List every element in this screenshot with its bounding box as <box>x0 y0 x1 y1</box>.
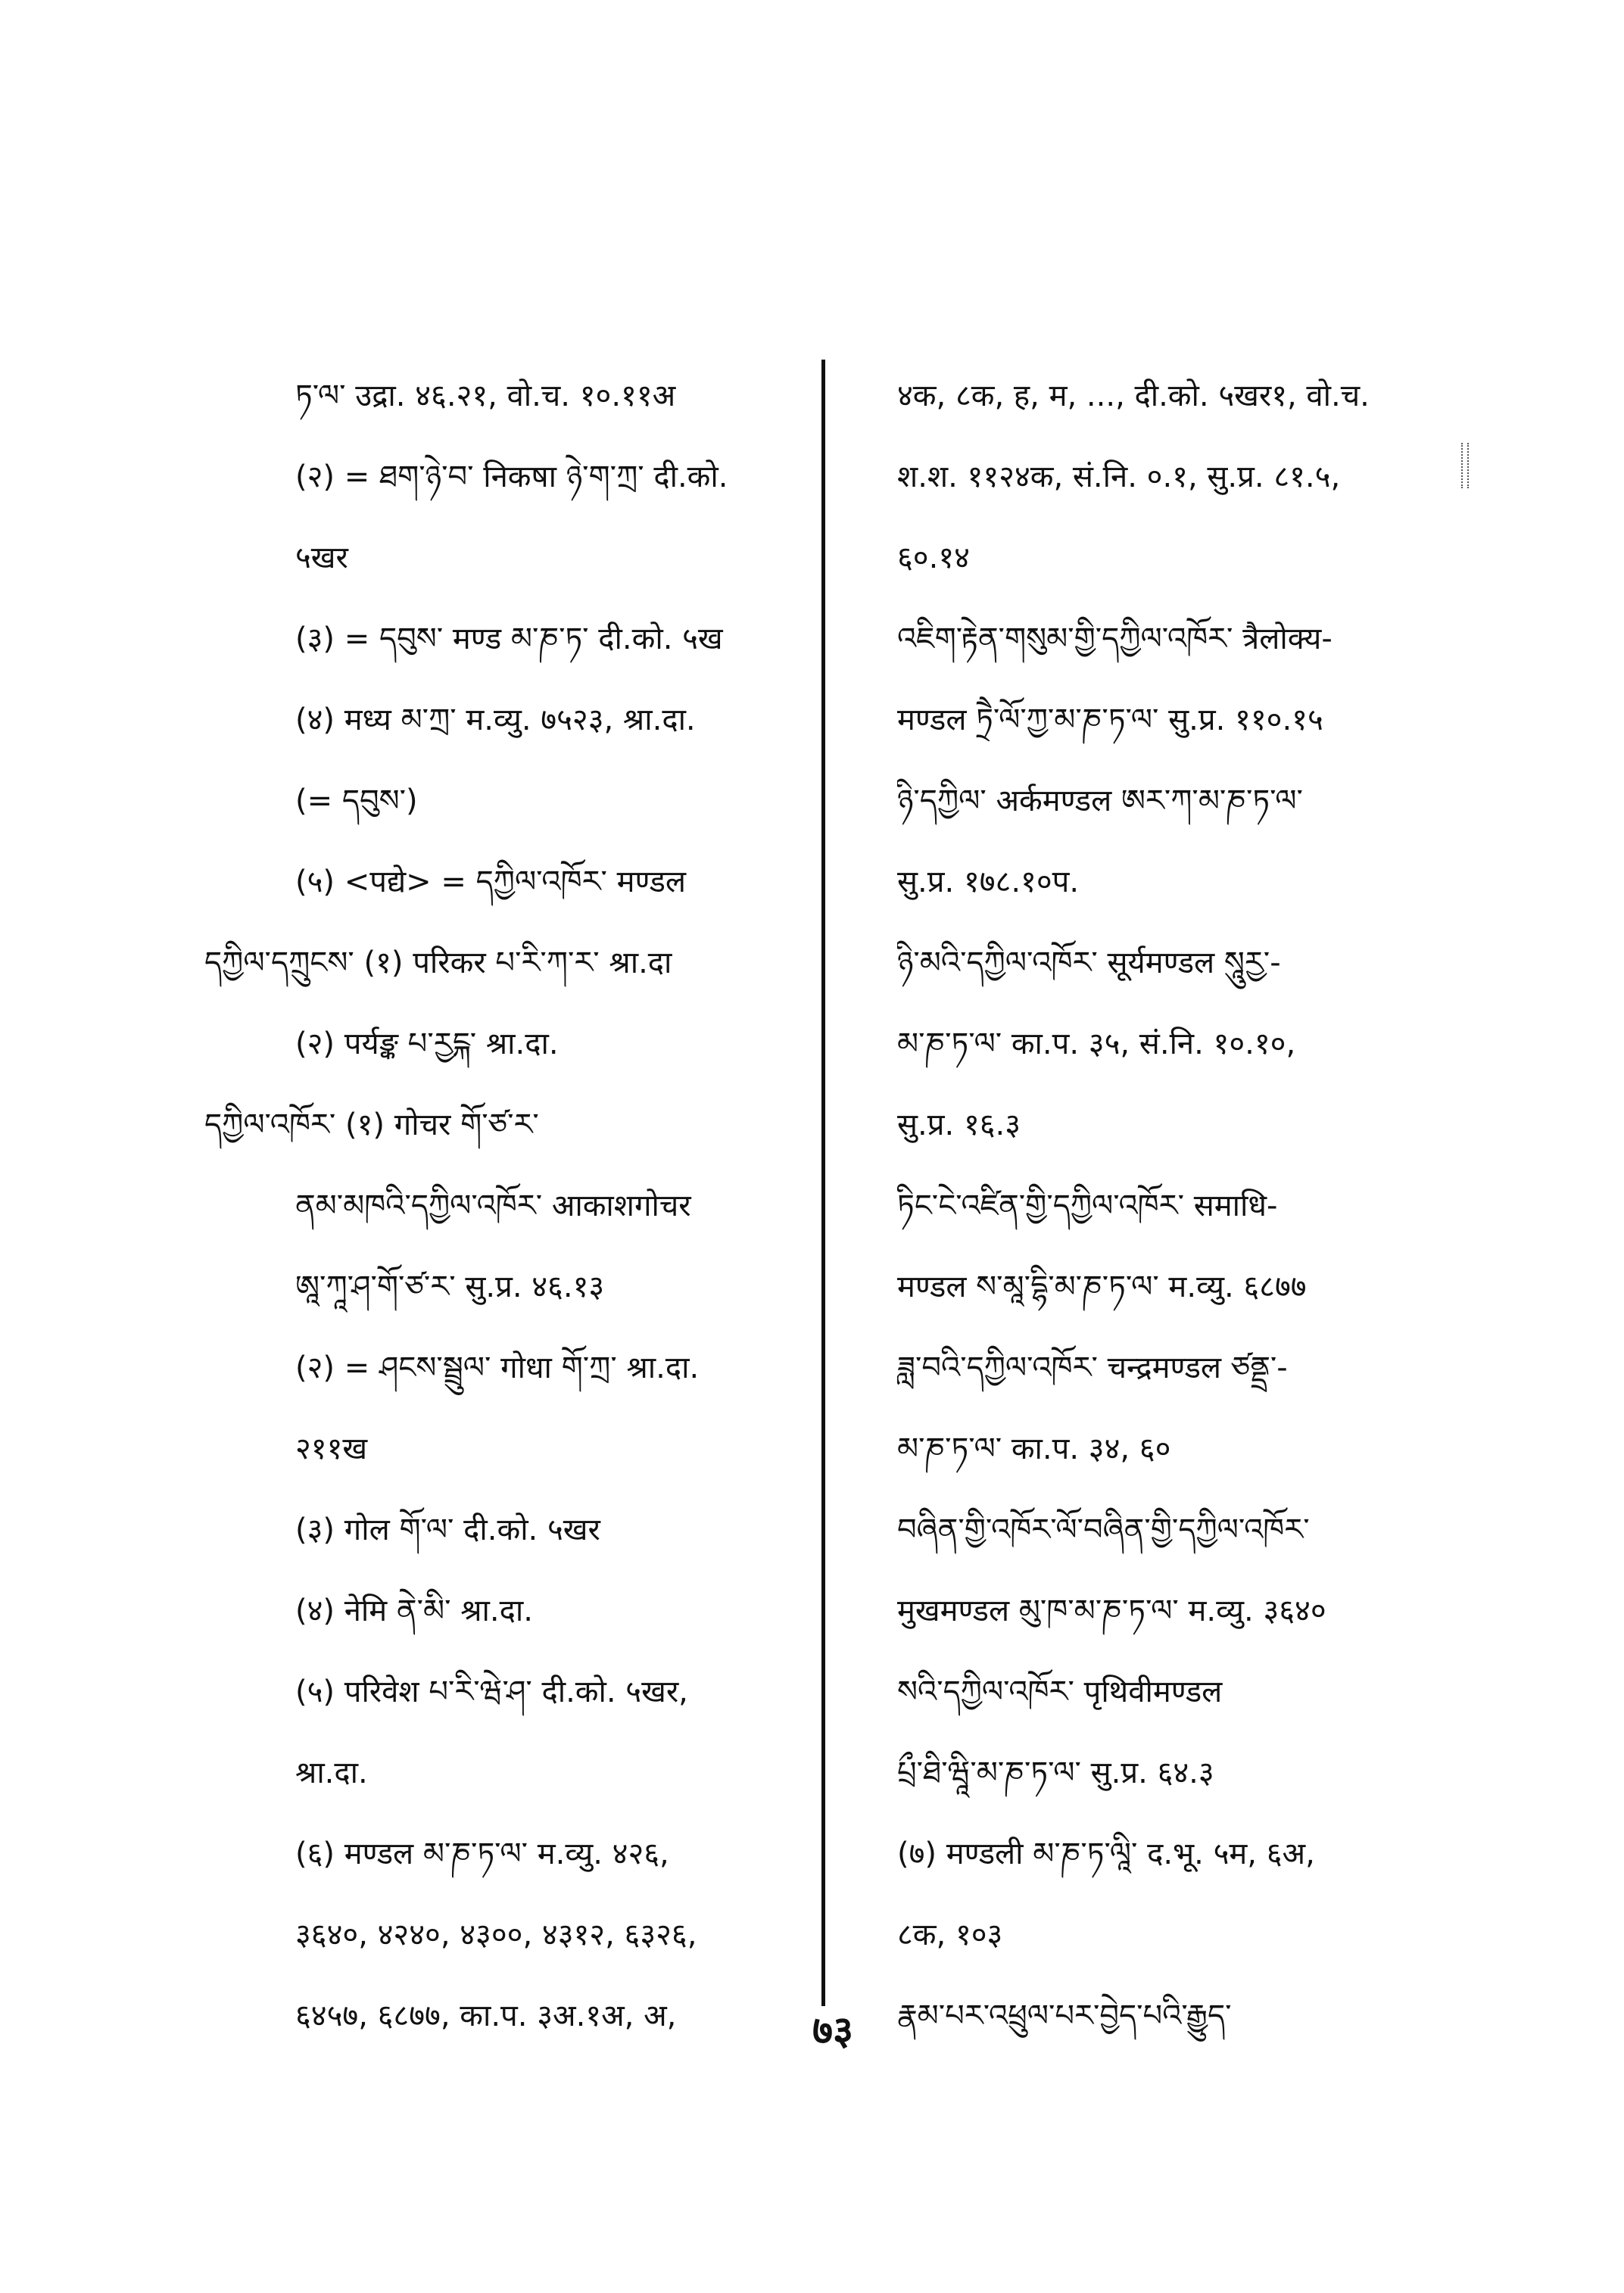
left-line: ६४५७, ६८७७, का.प. ३अ.१अ, अ, <box>295 1999 677 2033</box>
left-line: (६) मण्डल མ་ཎ་ཏ་ལ་ म.व्यु. ४२६, <box>295 1837 669 1871</box>
left-line: (२) पर्यङ्क པ་རྱངྐ་ श्रा.दा. <box>295 1027 559 1061</box>
right-line: བཞིན་གྱི་འཁོར་ལོ་བཞིན་གྱི་དཀྱིལ་འཁོར་ <box>897 1513 1310 1547</box>
right-line: मुखमण्डल མུ་ཁ་མ་ཎ་ཏ་ལ་ म.व्यु. ३६४० <box>897 1594 1326 1628</box>
left-line: (२) = ཤངས་སྦྲུལ་ गोधा གོ་ཀྲ་ श्रा.दा. <box>295 1351 700 1385</box>
left-line: དཀྱིལ་དཀྲུངས་ (१) परिकर པ་རི་ཀ་ར་ श्रा.दा <box>204 946 672 980</box>
left-line: ३६४०, ४२४०, ४३००, ४३१२, ६३२६, <box>295 1918 697 1952</box>
left-line: (५) परिवेश པ་རི་ཝེ་ཤ་ दी.को. ५खर, <box>295 1675 688 1709</box>
left-line: ནམ་མཁའི་དཀྱིལ་འཁོར་ आकाशगोचर <box>295 1189 691 1223</box>
right-line: མ་ཎ་ཏ་ལ་ का.प. ३४, ६० <box>897 1432 1171 1466</box>
right-line: ཏིང་ངེ་འཛིན་གྱི་དཀྱིལ་འཁོར་ समाधि- <box>897 1189 1278 1223</box>
right-column <box>897 356 1495 2057</box>
left-line: २११ख <box>295 1432 368 1466</box>
left-column <box>204 356 825 2057</box>
right-line: ४क, ८क, ह, म, ..., दी.को. ५खर१, वो.च. <box>897 379 1370 413</box>
right-line: ८क, १०३ <box>897 1918 1003 1952</box>
column-divider <box>821 360 825 2006</box>
left-line: (४) नेमि ནེ་མི་ श्रा.दा. <box>295 1594 533 1628</box>
right-line: ཟླ་བའི་དཀྱིལ་འཁོར་ चन्द्रमण्डल ཙནྡྲ་- <box>897 1351 1288 1385</box>
right-line: मण्डल ཏྲཻ་ལོ་ཀྱ་མ་ཎ་ཏ་ལ་ सु.प्र. ११०.१५ <box>897 703 1323 737</box>
left-line: ཨཱ་ཀཱ་ཤ་གོ་ཙ་ར་ सु.प्र. ४६.१३ <box>295 1270 605 1304</box>
left-line: ५खर <box>295 541 348 575</box>
left-line: (५) <पद्ये> = དཀྱིལ་འཁོར་ मण्डल <box>295 865 687 899</box>
page-number: ७३ <box>812 2008 854 2054</box>
right-line: འཇིག་རྟེན་གསུམ་གྱི་དཀྱིལ་འཁོར་ त्रैलोक्य- <box>897 622 1333 656</box>
right-line: (७) मण्डली མ་ཎ་ཏ་ལཱི་ द.भू. ५म, ६अ, <box>897 1837 1315 1871</box>
right-line: པྲྀ་ཐི་ཝཱི་མ་ཎ་ཏ་ལ་ सु.प्र. ६४.३ <box>897 1756 1214 1790</box>
right-line: སའི་དཀྱིལ་འཁོར་ पृथिवीमण्डल <box>897 1675 1223 1709</box>
left-line: (२) = ཐག་ཉེ་བ་ निकषा ཉེ་ག་ཀྲ་ दी.को. <box>295 460 728 494</box>
right-line: ६०.१४ <box>897 541 970 575</box>
left-line: དཀྱིལ་འཁོར་ (१) गोचर གོ་ཙ་ར་ <box>204 1108 539 1142</box>
left-line: श्रा.दा. <box>295 1756 368 1790</box>
right-line: རྣམ་པར་འཕྲུལ་པར་བྱེད་པའི་རྒྱུད་ <box>897 1999 1232 2033</box>
left-line: (४) मध्य མ་ཀྲ་ म.व्यु. ७५२३, श्रा.दा. <box>295 703 696 737</box>
left-line: ཏ་ལ་ उद्रा. ४६.२१, वो.च. १०.११अ <box>295 379 676 413</box>
left-line: (३) = དབུས་ मण्ड མ་ཎ་ཏ་ दी.को. ५ख <box>295 622 723 656</box>
right-line: सु.प्र. १७८.१०प. <box>897 865 1080 899</box>
right-line: ཉི་མའི་དཀྱིལ་འཁོར་ सूर्यमण्डल སཱུརྱ་- <box>897 946 1281 980</box>
right-line: मण्डल ས་མཱ་དྷི་མ་ཎ་ཏ་ལ་ म.व्यु. ६८७७ <box>897 1270 1307 1304</box>
right-line: ཉི་དཀྱིལ་ अर्कमण्डल ཨར་ཀ་མ་ཎ་ཏ་ལ་ <box>897 784 1303 818</box>
left-line: (३) गोल གོ་ལ་ दी.को. ५खर <box>295 1513 600 1547</box>
right-line: श.श. ११२४क, सं.नि. ०.१, सु.प्र. ८१.५, <box>897 460 1341 494</box>
right-line: सु.प्र. १६.३ <box>897 1108 1021 1142</box>
left-line: (= དབུས་) <box>295 784 418 818</box>
right-line: མ་ཎ་ཏ་ལ་ का.प. ३५, सं.नि. १०.१०, <box>897 1027 1296 1061</box>
